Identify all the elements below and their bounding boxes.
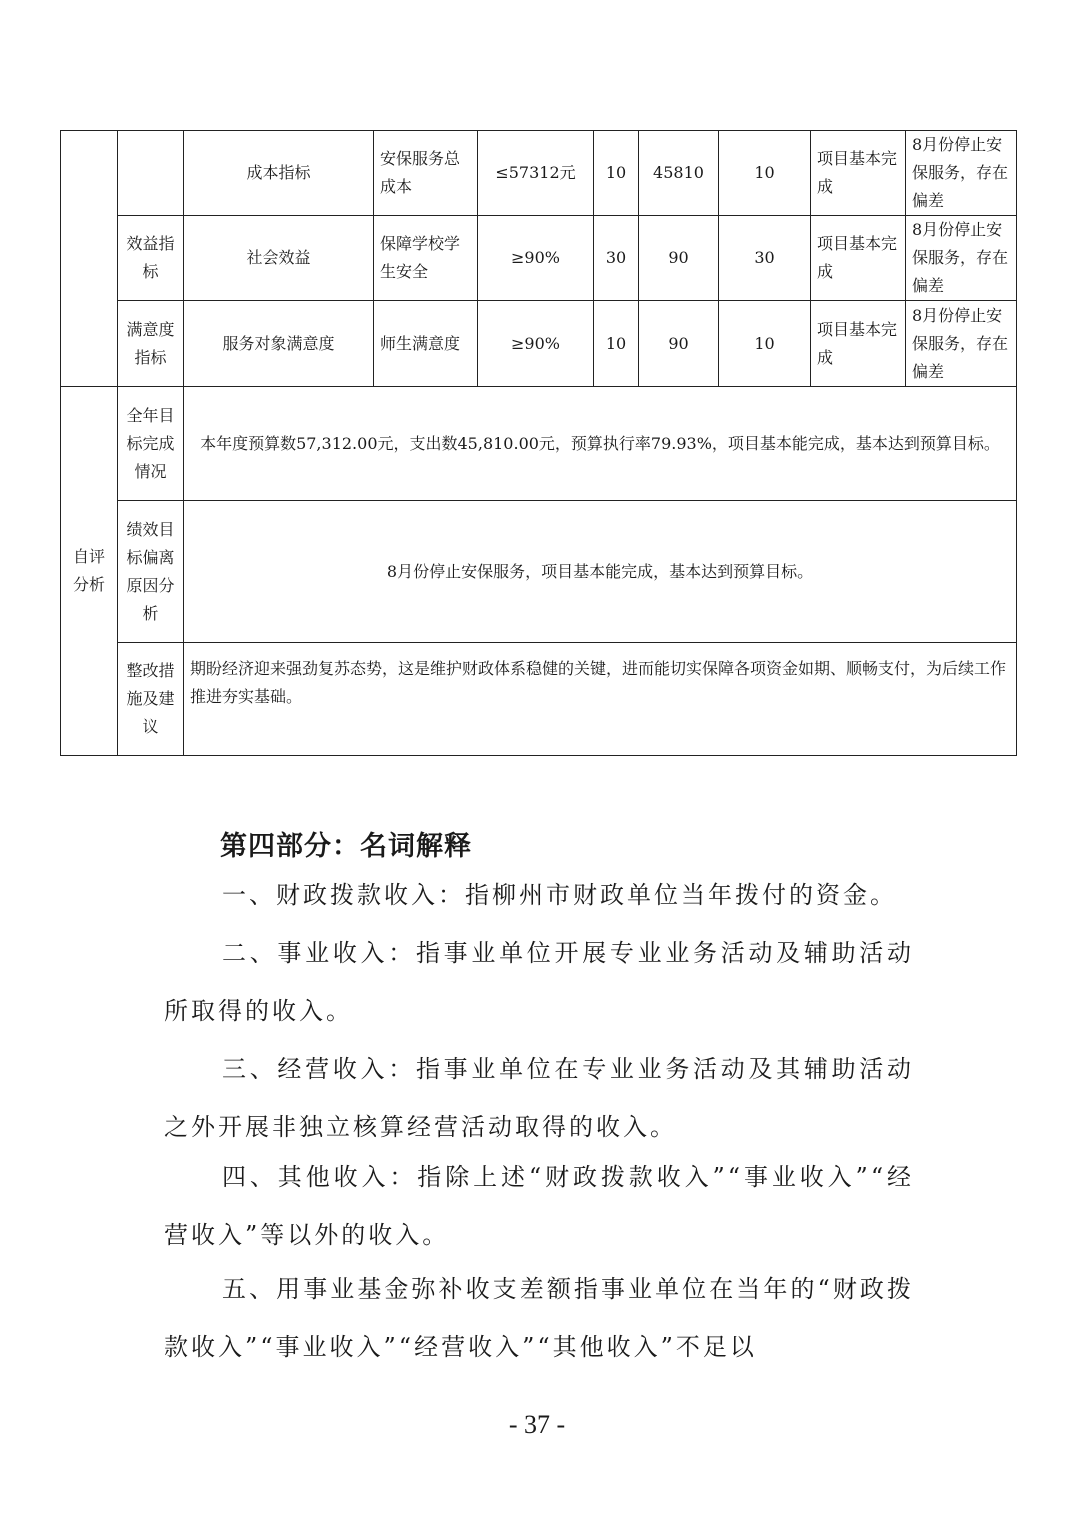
level1-cell [61,131,118,387]
score-cell: 30 [719,216,811,301]
actual-cell: 90 [639,216,719,301]
paragraph: 四、其他收入：指除上述“财政拨款收入”“事业收入”“经营收入”等以外的收入。 [164,1163,914,1249]
score-cell: 10 [719,301,811,387]
level3-cell: 成本指标 [184,131,374,216]
table-row [61,643,1017,756]
table-row [61,501,1017,643]
self-eval-label: 自评分析 [61,387,118,756]
level3-cell: 社会效益 [184,216,374,301]
performance-table [60,130,1017,756]
actual-cell: 90 [639,301,719,387]
target-cell: ≥90% [478,301,594,387]
actual-cell: 45810 [639,131,719,216]
content-cell: 安保服务总成本 [374,131,478,216]
level2-cell [118,131,184,216]
weight-cell: 10 [594,301,639,387]
section-heading: 第四部分：名词解释 [220,831,472,862]
weight-cell: 10 [594,131,639,216]
self-eval-row-label: 全年目标完成情况 [118,387,184,501]
table-row [61,387,1017,501]
page-number: - 37 - [508,1410,566,1439]
remark-cell: 8月份停止安保服务，存在偏差 [906,301,1017,387]
status-cell: 项目基本完成 [811,216,906,301]
status-cell: 项目基本完成 [811,131,906,216]
target-cell: ≥90% [478,216,594,301]
self-eval-row-label: 整改措施及建议 [118,643,184,756]
self-eval-row-text: 期盼经济迎来强劲复苏态势，这是维护财政体系稳健的关键，进而能切实保障各项资金如期、顺畅支付，为后续工作推进夯实基础。 [184,643,1017,756]
remark-cell: 8月份停止安保服务，存在偏差 [906,131,1017,216]
content-cell: 保障学校学生安全 [374,216,478,301]
level2-cell: 效益指标 [118,216,184,301]
paragraph: 二、事业收入：指事业单位开展专业业务活动及辅助活动所取得的收入。 [164,939,914,1025]
self-eval-row-text: 8月份停止安保服务，项目基本能完成，基本达到预算目标。 [184,501,1017,643]
table-row [61,216,1017,301]
paragraph: 一、财政拨款收入：指柳州市财政单位当年拨付的资金。 [222,881,897,909]
status-cell: 项目基本完成 [811,301,906,387]
paragraph: 三、经营收入：指事业单位在专业业务活动及其辅助活动之外开展非独立核算经营活动取得的收入。 [164,1055,914,1141]
weight-cell: 30 [594,216,639,301]
self-eval-row-text: 本年度预算数57,312.00元，支出数45,810.00元，预算执行率79.93%，项目基本能完成，基本达到预算目标。 [184,387,1017,501]
target-cell: ≤57312元 [478,131,594,216]
self-eval-row-label: 绩效目标偏离原因分析 [118,501,184,643]
score-cell: 10 [719,131,811,216]
level3-cell: 服务对象满意度 [184,301,374,387]
content-cell: 师生满意度 [374,301,478,387]
paragraph: 五、用事业基金弥补收支差额指事业单位在当年的“财政拨款收入”“事业收入”“经营收入”“其他收入”不足以 [164,1275,914,1361]
level2-cell: 满意度指标 [118,301,184,387]
table-row [61,301,1017,387]
remark-cell: 8月份停止安保服务，存在偏差 [906,216,1017,301]
table-row [61,131,1017,216]
